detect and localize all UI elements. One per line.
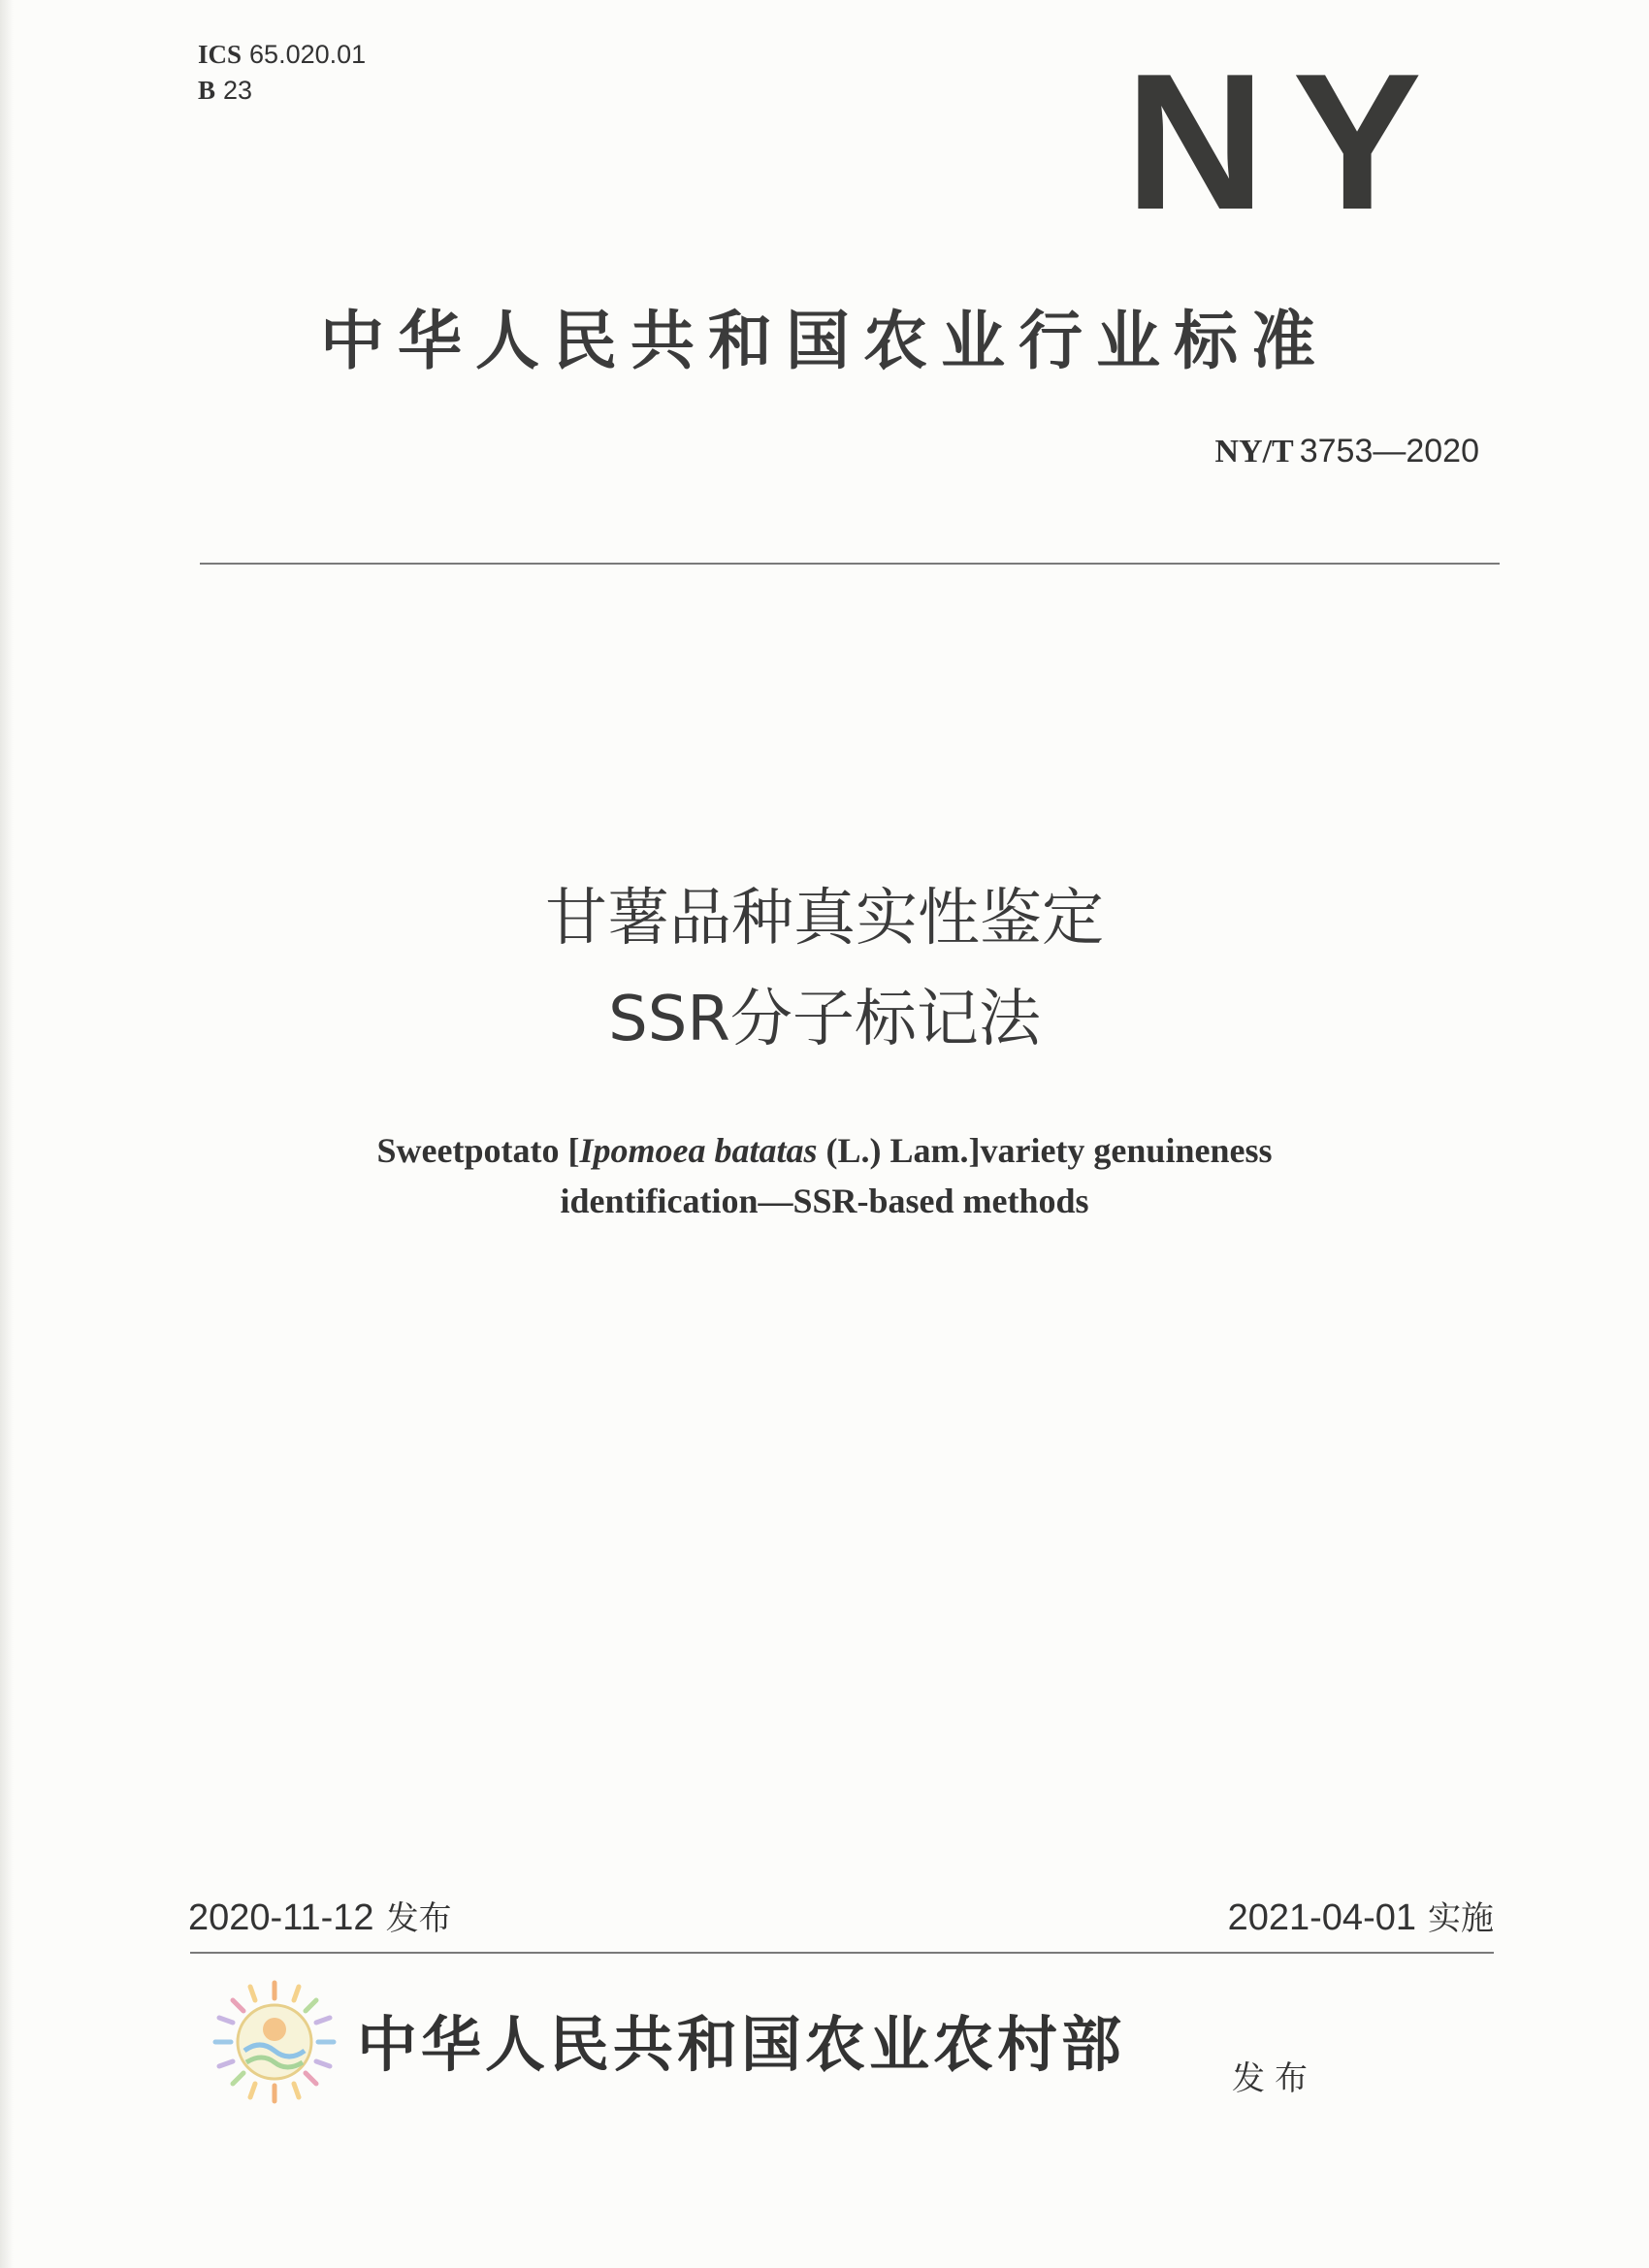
class-value: 23 (223, 76, 253, 105)
classification-codes (198, 37, 366, 109)
issue-date-label: 发布 (385, 1899, 452, 1938)
implementation-date-value: 2021-04-01 (1227, 1897, 1416, 1938)
publisher-label: 发布 (1232, 2059, 1317, 2098)
ics-code (198, 37, 366, 73)
class-label: B (198, 76, 216, 105)
english-title-post: (L.) Lam.]variety genuineness (817, 1131, 1273, 1170)
english-title (146, 1125, 1504, 1226)
issue-date (188, 1892, 452, 1939)
footer-divider (190, 1952, 1494, 1954)
english-title-species: Ipomoea batatas (579, 1131, 818, 1170)
ics-label: ICS (198, 40, 242, 69)
standard-mark-logo: NY (1125, 34, 1449, 250)
ics-value: 65.020.01 (249, 40, 367, 69)
chinese-title (146, 868, 1504, 1070)
implementation-date-label: 实施 (1428, 1899, 1494, 1938)
publisher-name: 中华人民共和国农业农村部 (357, 2009, 1126, 2080)
ministry-emblem-icon (211, 1979, 338, 2105)
standard-type-title: 中华人民共和国农业行业标准 (320, 304, 1329, 378)
issue-date-value: 2020-11-12 (188, 1897, 374, 1938)
chinese-title-line2: SSR分子标记法 (608, 984, 1041, 1055)
standard-number-value: 3753—2020 (1299, 433, 1479, 470)
scan-edge (0, 0, 14, 2268)
standard-number (1214, 432, 1479, 470)
chinese-title-line1: 甘薯品种真实性鉴定 (545, 883, 1104, 955)
standard-number-prefix: NY/T (1214, 434, 1294, 470)
implementation-date (1228, 1892, 1494, 1939)
header-divider (200, 563, 1500, 565)
class-code (198, 73, 366, 109)
english-title-line2: identification—SSR-based methods (560, 1182, 1089, 1220)
english-title-line1 (146, 1125, 1504, 1176)
english-title-pre: Sweetpotato [ (376, 1131, 580, 1170)
